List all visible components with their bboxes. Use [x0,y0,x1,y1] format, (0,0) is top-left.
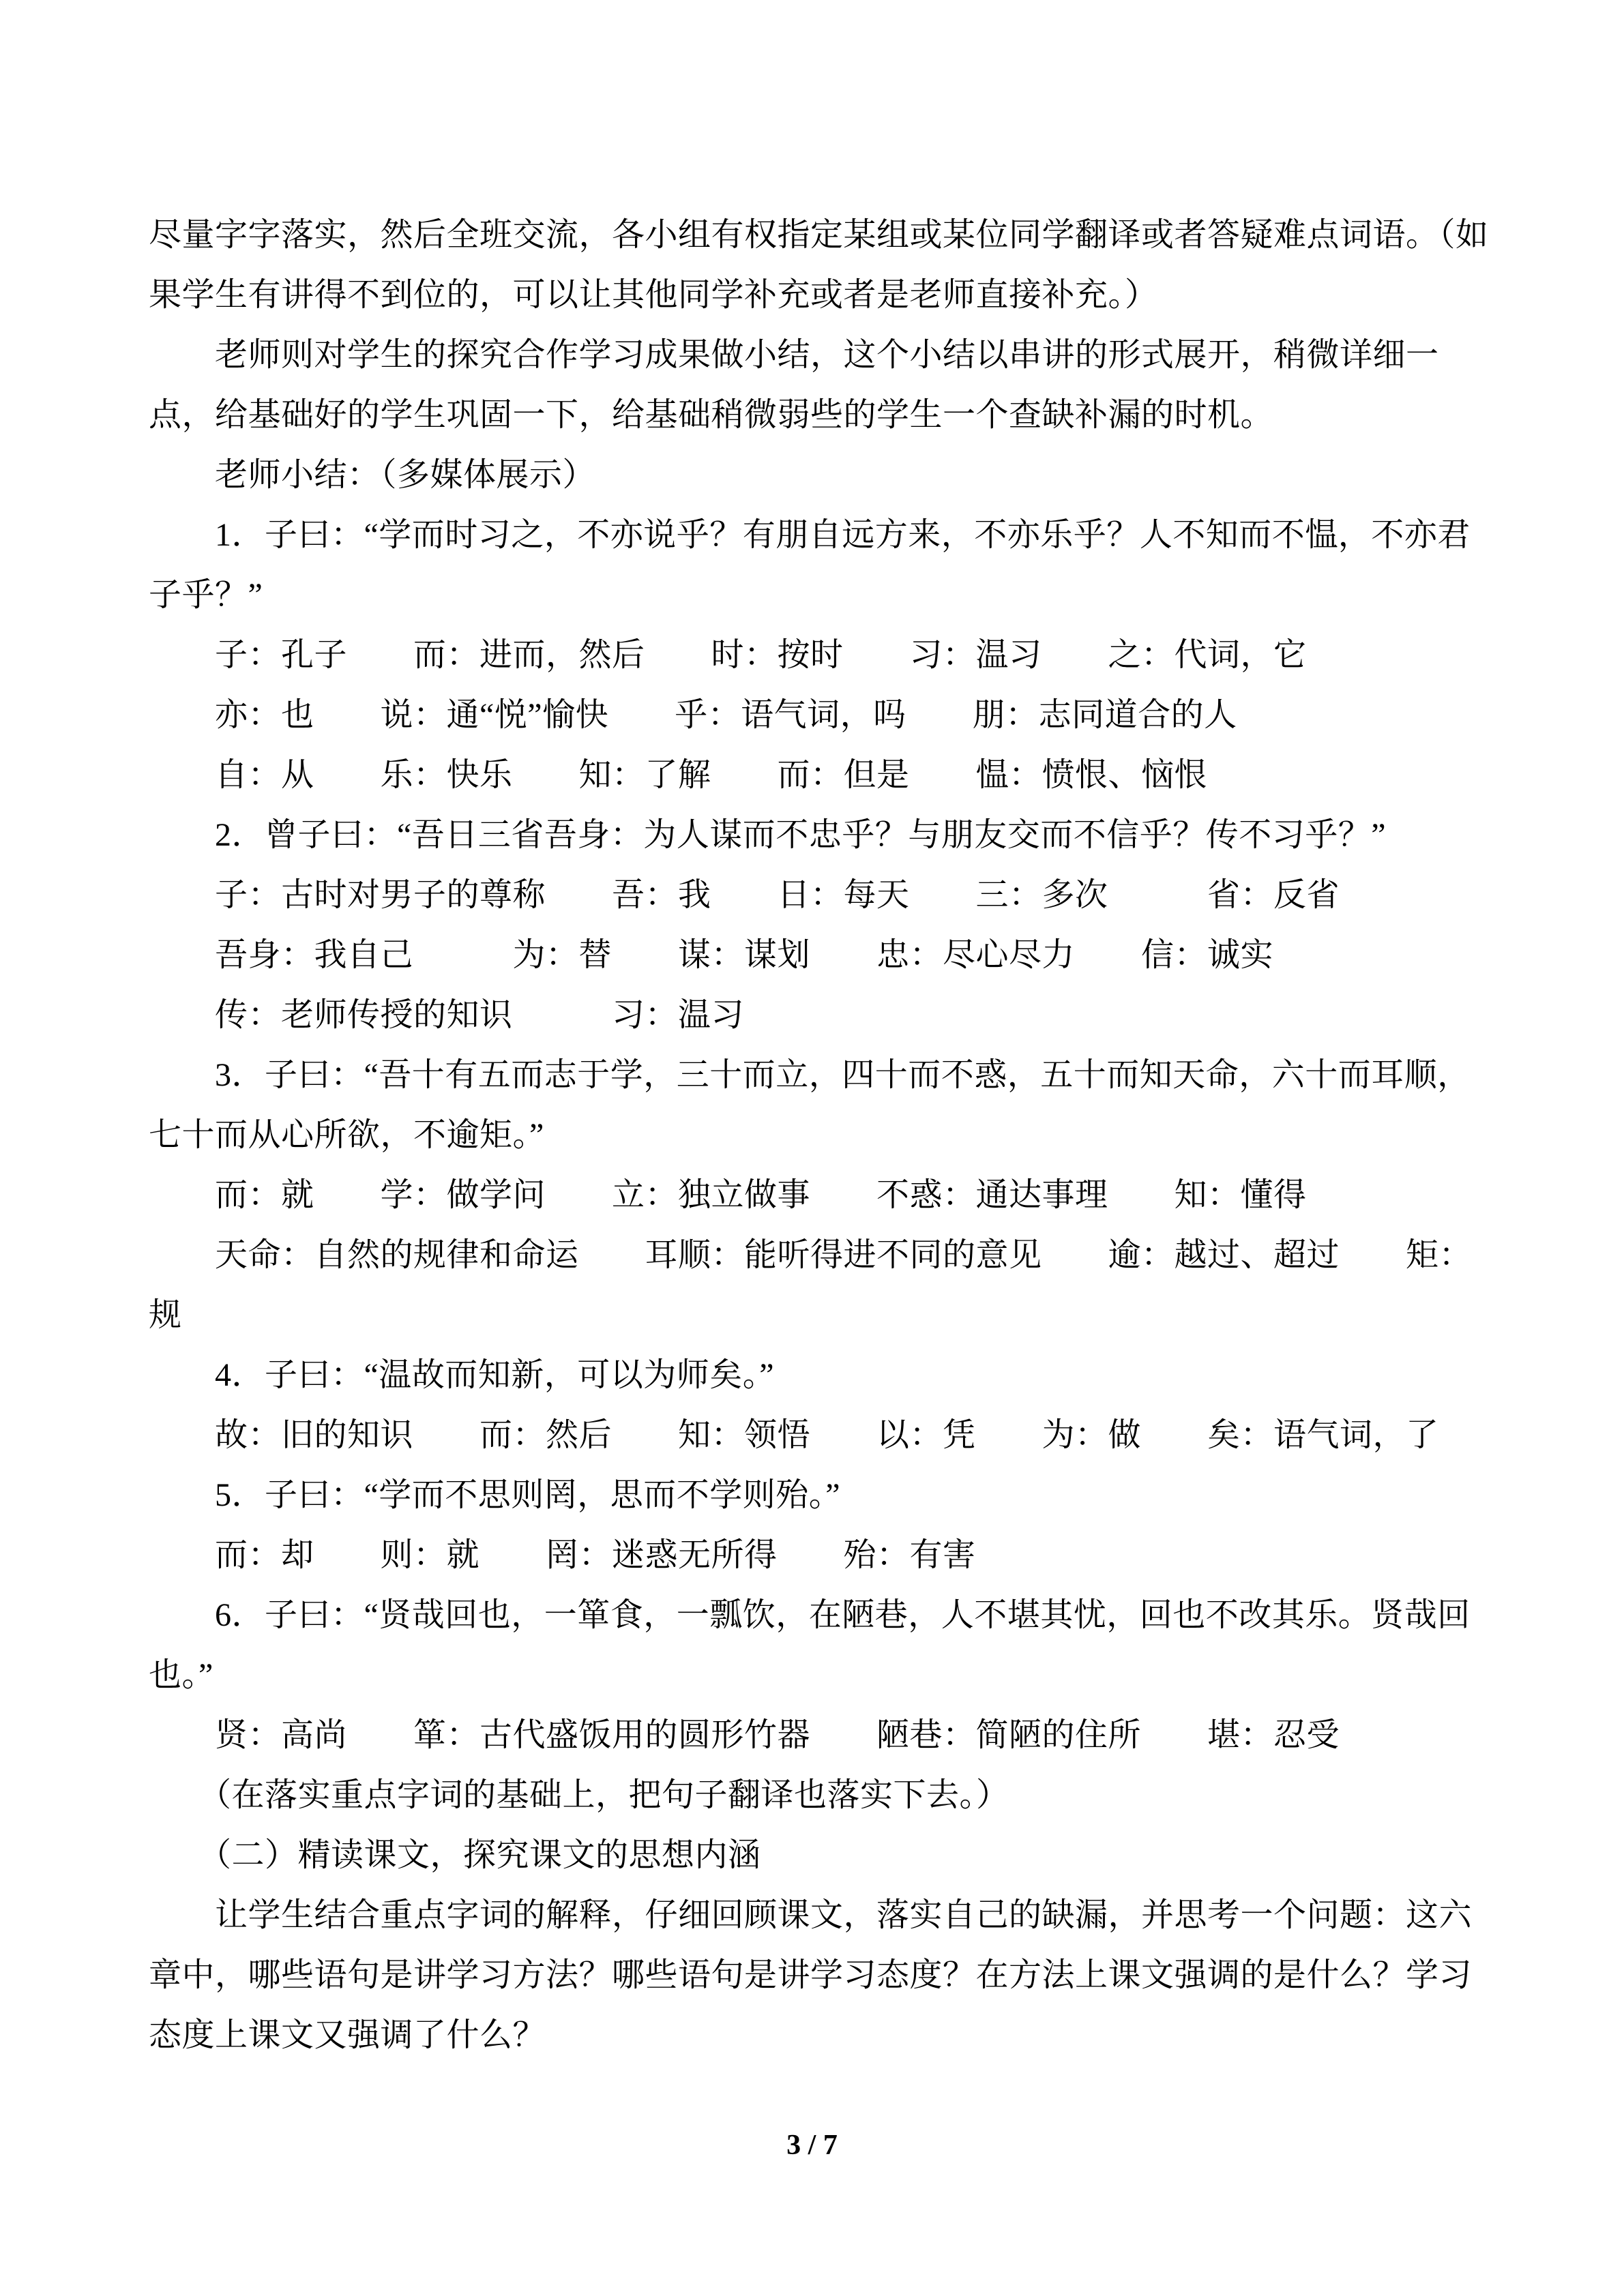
text-line: 规 [149,1297,182,1333]
text-line: 让学生结合重点字词的解释，仔细回顾课文，落实自己的缺漏，并思考一个问题：这六 [149,1897,1473,1933]
text-line: （在落实重点字词的基础上，把句子翻译也落实下去。） [149,1777,1009,1813]
document-body [149,205,1513,2066]
text-line: 态度上课文又强调了什么？ [149,2017,546,2053]
text-line: 2．曾子曰：“吾日三省吾身：为人谋而不忠乎？与朋友交而不信乎？传不习乎？” [149,817,1387,853]
text-line: 而：却 则：就 罔：迷惑无所得 殆：有害 [149,1537,976,1573]
text-line: 5．子曰：“学而不思则罔，思而不学则殆。” [149,1477,841,1513]
page-number: 3 / 7 [786,2130,838,2161]
text-line: 而：就 学：做学问 立：独立做事 不惑：通达事理 知：懂得 [149,1177,1307,1213]
text-line: 传：老师传授的知识 习：温习 [149,997,745,1033]
text-line: 吾身：我自己 为：替 谋：谋划 忠：尽心尽力 信：诚实 [149,937,1274,973]
text-line: 贤：高尚 箪：古代盛饭用的圆形竹器 陋巷：简陋的住所 堪：忍受 [149,1717,1340,1753]
text-line: 1．子曰：“学而时习之，不亦说乎？有朋自远方来，不亦乐乎？人不知而不愠，不亦君 [149,517,1471,553]
text-line: 子乎？” [149,577,263,613]
text-line: 4．子曰：“温故而知新，可以为师矣。” [149,1357,775,1393]
text-line: （二）精读课文，探究课文的思想内涵 [149,1837,761,1873]
text-line: 故：旧的知识 而：然后 知：领悟 以：凭 为：做 矣：语气词，了 [149,1417,1439,1453]
text-line: 章中，哪些语句是讲学习方法？哪些语句是讲学习态度？在方法上课文强调的是什么？学习 [149,1957,1473,1993]
text-line: 子：孔子 而：进而，然后 时：按时 习：温习 之：代词，它 [149,637,1307,673]
text-line: 自：从 乐：快乐 知：了解 而：但是 愠：愤恨、恼恨 [149,757,1208,793]
text-line: 点，给基础好的学生巩固一下，给基础稍微弱些的学生一个查缺补漏的时机。 [149,397,1274,433]
text-line: 果学生有讲得不到位的，可以让其他同学补充或者是老师直接补充。） [149,277,1158,313]
text-line: 老师则对学生的探究合作学习成果做小结，这个小结以串讲的形式展开，稍微详细一 [149,337,1439,373]
text-line: 3．子曰：“吾十有五而志于学，三十而立，四十而不惑，五十而知天命，六十而耳顺， [149,1057,1471,1093]
text-line: 尽量字字落实，然后全班交流，各小组有权指定某组或某位同学翻译或者答疑难点词语。（如 [149,217,1489,253]
text-line: 亦：也 说：通“悦”愉快 乎：语气词，吗 朋：志同道合的人 [149,697,1237,733]
text-line: 也。” [149,1657,213,1693]
text-line: 子：古时对男子的尊称 吾：我 日：每天 三：多次 省：反省 [149,877,1340,913]
text-line: 天命：自然的规律和命运 耳顺：能听得进不同的意见 逾：越过、超过 矩： [149,1237,1473,1273]
text-line: 七十而从心所欲，不逾矩。” [149,1117,544,1153]
text-line: 老师小结：（多媒体展示） [149,457,596,493]
text-line: 6．子曰：“贤哉回也，一箪食，一瓢饮，在陋巷，人不堪其忧，回也不改其乐。贤哉回 [149,1597,1471,1633]
